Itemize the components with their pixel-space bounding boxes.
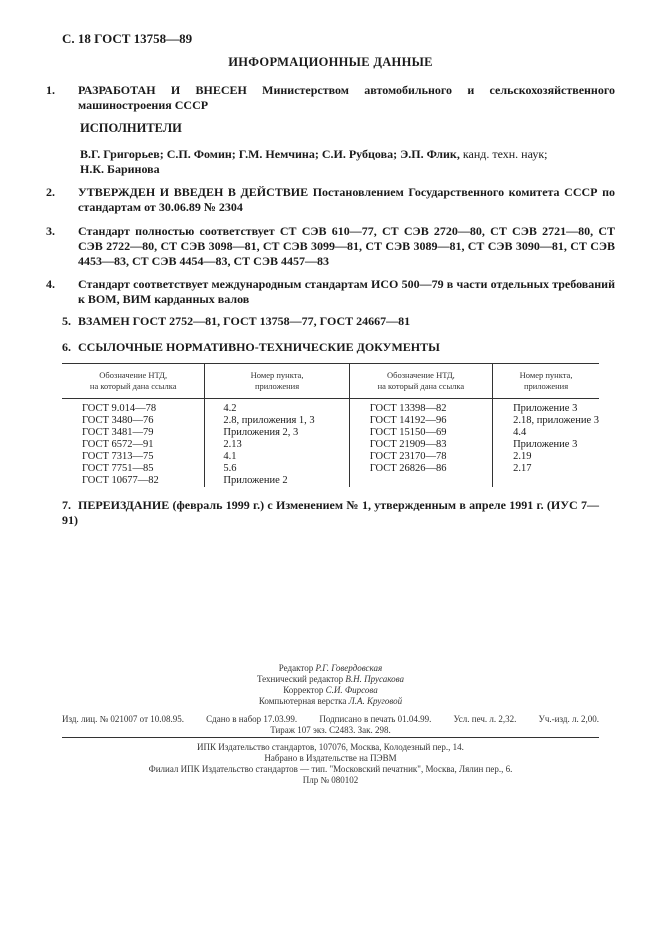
page-header: С. 18 ГОСТ 13758—89 (62, 31, 193, 46)
item-number: 3. (46, 224, 55, 238)
doc-ref: ГОСТ 3480—76 (82, 415, 154, 426)
header-point-2: Номер пункта, приложения (493, 364, 599, 399)
doc-ref: ГОСТ 9.014—78 (82, 403, 157, 414)
item-number: 2. (46, 185, 55, 199)
credit-person: В.Н. Прусакова (345, 674, 405, 684)
credit-role: Редактор (278, 663, 314, 673)
editorial-credits (0, 663, 661, 707)
point-ref: 2.17 (513, 463, 532, 474)
publisher-info (0, 742, 661, 786)
point-ref: Приложения 2, 3 (223, 427, 299, 438)
left-points-column (205, 399, 349, 488)
point-ref: 2.18, приложение 3 (513, 415, 599, 426)
info-item-7 (62, 498, 599, 528)
point-ref: 4.2 (223, 403, 237, 414)
doc-ref: ГОСТ 15150—69 (369, 427, 447, 438)
point-ref: 2.13 (223, 439, 242, 450)
item-number: 4. (46, 277, 55, 291)
info-item-2 (46, 185, 615, 215)
executors-names: В.Г. Григорьев; С.П. Фомин; Г.М. Немчина; С.И. Рубцова; Э.П. Флик, (80, 147, 460, 161)
item-number: 6. (62, 340, 71, 354)
credit-role: Компьютерная верстка (258, 696, 347, 706)
doc-ref: ГОСТ 14192—96 (369, 415, 447, 426)
info-item-4 (46, 277, 615, 307)
doc-ref: ГОСТ 10677—82 (82, 475, 159, 486)
doc-ref: ГОСТ 3481—79 (82, 427, 154, 438)
header-point: Номер пункта, приложения (205, 364, 349, 399)
header-ntd-2: Обозначение НТД, на который дана ссылка (349, 364, 492, 399)
doc-ref: ГОСТ 13398—82 (369, 403, 447, 414)
item-text: ПЕРЕИЗДАНИЕ (февраль 1999 г.) с Изменением № 1, утвержденным в апреле 1991 г. (ИУС 7—91) (62, 498, 599, 527)
info-item-6 (62, 340, 599, 355)
point-ref: Приложение 3 (513, 403, 578, 414)
section-title: ИНФОРМАЦИОННЫЕ ДАННЫЕ (228, 55, 433, 69)
item-number: 7. (62, 498, 71, 512)
executors-heading: ИСПОЛНИТЕЛИ (80, 121, 182, 135)
item-number: 1. (46, 83, 55, 97)
point-ref: Приложение 2 (223, 475, 288, 486)
doc-ref: ГОСТ 23170—78 (369, 451, 447, 462)
info-item-5 (62, 314, 599, 329)
doc-ref: ГОСТ 7751—85 (82, 463, 154, 474)
doc-ref: ГОСТ 26826—86 (369, 463, 447, 474)
print-info (62, 714, 599, 736)
point-ref: 4.4 (513, 427, 527, 438)
item-text: ВЗАМЕН ГОСТ 2752—81, ГОСТ 13758—77, ГОСТ 24667—81 (78, 314, 411, 328)
doc-ref: ГОСТ 7313—75 (82, 451, 154, 462)
right-docs-column (349, 399, 492, 488)
print-run: Тираж 107 экз. С2483. Зак. 298. (270, 725, 391, 735)
point-ref: 4.1 (223, 451, 237, 462)
info-item-3 (46, 224, 615, 269)
executors-degree: канд. техн. наук; (459, 147, 548, 161)
credit-person: Р.Г. Говердовская (315, 663, 383, 673)
divider (62, 737, 599, 738)
reference-docs-table (62, 363, 599, 487)
doc-ref: ГОСТ 21909—83 (369, 439, 447, 450)
left-docs-column (62, 399, 205, 488)
point-ref: Приложение 3 (513, 439, 578, 450)
credit-person: С.И. Фирсова (325, 685, 378, 695)
item-text: Стандарт полностью соответствует СТ СЭВ 610—77, СТ СЭВ 2720—80, СТ СЭВ 2721—80, СТ СЭВ 2722—80, СТ СЭВ 3098—81, СТ СЭВ 3099—81, СТ СЭВ 3089—81, СТ СЭВ 3090—81, СТ СЭВ 4453—83, СТ СЭВ 4454—83, СТ СЭВ 4457—83 (78, 224, 615, 268)
publisher-line: Плр № 080102 (302, 775, 359, 785)
publisher-sheets: Уч.-изд. л. 2,00. (538, 714, 599, 724)
executors-list (80, 147, 599, 177)
item-text: УТВЕРЖДЕН И ВВЕДЕН В ДЕЙСТВИЕ Постановлением Государственного комитета СССР по стандартам от 30.06.89 № 2304 (78, 185, 615, 214)
item-text: РАЗРАБОТАН И ВНЕСЕН Министерством автомобильного и сельскохозяйственного машиностроения СССР (78, 83, 615, 112)
item-number: 5. (62, 314, 71, 328)
credit-layout (0, 696, 661, 707)
right-points-column (493, 399, 599, 488)
point-ref: 5.6 (223, 463, 237, 474)
print-sheets: Усл. печ. л. 2,32. (453, 714, 517, 724)
credit-person: Л.А. Круговой (348, 696, 403, 706)
publisher-line: Филиал ИПК Издательство стандартов — тип. "Московский печатник", Москва, Лялин пер., 6. (148, 764, 513, 774)
signed-date: Подписано в печать 01.04.99. (319, 714, 432, 724)
point-ref: 2.19 (513, 451, 532, 462)
credit-tech-editor (0, 674, 661, 685)
executors-names-2: Н.К. Баринова (80, 162, 160, 176)
sent-date: Сдано в набор 17.03.99. (206, 714, 298, 724)
credit-proofreader (0, 685, 661, 696)
credit-editor (0, 663, 661, 674)
publisher-line: ИПК Издательство стандартов, 107076, Москва, Колодезный пер., 14. (197, 742, 464, 752)
license: Изд. лиц. № 021007 от 10.08.95. (62, 714, 184, 724)
header-ntd: Обозначение НТД, на который дана ссылка (62, 364, 205, 399)
publisher-line: Набрано в Издательстве на ПЭВМ (264, 753, 397, 763)
credit-role: Корректор (283, 685, 324, 695)
item-text: Стандарт соответствует международным стандартам ИСО 500—79 в части отдельных требований к ВОМ, ВИМ карданных валов (78, 277, 615, 306)
info-item-1 (46, 83, 615, 113)
doc-ref: ГОСТ 6572—91 (82, 439, 154, 450)
item-text: ССЫЛОЧНЫЕ НОРМАТИВНО-ТЕХНИЧЕСКИЕ ДОКУМЕНТЫ (78, 340, 440, 354)
point-ref: 2.8, приложения 1, 3 (223, 415, 315, 426)
credit-role: Технический редактор (256, 674, 344, 684)
